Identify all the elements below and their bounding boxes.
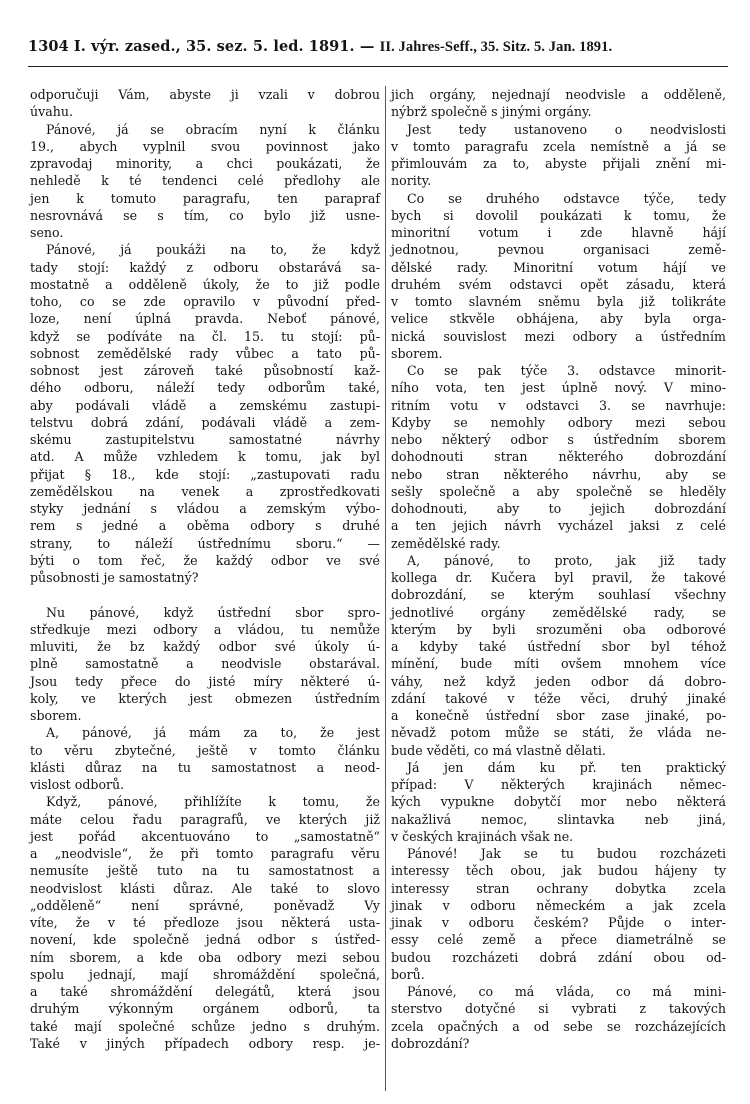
text-line: spolu jednají, mají shromáždění společná, <box>30 966 380 982</box>
text-line: mínění, bude míti ovšem mnohem více <box>391 656 726 672</box>
text-line: jest pořád akcentuováno to „samostatně“ <box>30 828 380 844</box>
text-line: seno. <box>30 225 64 240</box>
text-line: Co se pak týče 3. odstavce minorit- <box>407 363 726 378</box>
page-header <box>28 38 728 56</box>
text-line: to věru zbytečné, ještě v tomto článku <box>30 742 380 758</box>
header-rule <box>28 66 728 67</box>
text-line: interessy těch obou, jak budou hájeny ty <box>391 863 726 879</box>
text-line: ního vota, ten jest úplně nový. V mino- <box>391 380 726 396</box>
text-line: Kdyby se nemohly odbory mezi sebou <box>391 414 726 430</box>
text-line: v tomto slavném sněmu byla již tolikráte <box>391 294 726 309</box>
text-line: nakažlivá nemoc, slintavka neb jiná, <box>391 811 726 827</box>
text-line: A, pánové, já mám za to, že jest <box>46 725 380 741</box>
text-line: v tomto paragrafu zcela nemístně a já se <box>391 138 726 154</box>
text-line: a „neodvisle“, že při tomto paragrafu věru <box>30 846 380 861</box>
text-line: interessy stran ochrany dobytka zcela <box>391 880 726 896</box>
text-line: nická souvislost mezi odbory a ústředním <box>391 328 726 344</box>
text-line: víte, že v té předloze jsou některá usta- <box>30 915 380 930</box>
text-line: něvadž potom může se státi, že vláda ne- <box>391 725 726 741</box>
text-line: a kdyby také ústřední sbor byl téhož <box>391 639 726 654</box>
text-line: nýbrž společně s jinými orgány. <box>391 104 592 120</box>
text-line: jen k tomuto paragrafu, ten parapraf <box>30 190 380 206</box>
text-line: Jsou tedy přece do jisté míry některé ú- <box>30 673 380 689</box>
text-line: toho, co se zde opravilo v původní před- <box>30 294 380 309</box>
text-line: jednotlivé orgány zemědělské rady, se <box>391 604 726 620</box>
text-line: bude věděti, co má vlastně dělati. <box>391 742 606 758</box>
text-line: aby podávali vládě a zemskému zastupi- <box>30 397 380 413</box>
text-line: telstvu dobrá zdání, podávali vládě a zem- <box>30 414 380 430</box>
text-line: druhým výkonným orgánem odborů, ta <box>30 1001 380 1017</box>
text-line: sobnost zemědělské rady vůbec a tato pů- <box>30 345 380 361</box>
text-line: 19., abych vyplnil svou povinnost jako <box>30 138 380 154</box>
text-line: Pánové, co má vláda, co má mini- <box>407 984 726 999</box>
text-line: také mají společné schůze jedno s druhým. <box>30 1018 380 1034</box>
text-line: novení, kde společně jedná odbor s ústřed- <box>30 932 380 948</box>
text-line: Jest tedy ustanoveno o neodvislosti <box>407 121 726 137</box>
text-line: nority. <box>391 173 432 189</box>
text-line: přimlouvám za to, abyste přijali znění mi- <box>391 156 726 171</box>
text-line: jednotnou, pevnou organisaci země- <box>391 242 726 258</box>
left-text-column <box>30 86 380 1052</box>
text-line: plně samostatně a neodvisle obstarával. <box>30 656 380 672</box>
text-line: sborem. <box>30 708 82 723</box>
text-line: středkuje mezi odbory a vládou, tu nemůže <box>30 621 380 637</box>
text-line: působnosti je samostatný? <box>30 570 199 585</box>
sitting-title-czech: I. výr. zased., 35. sez. 5. led. 1891. — <box>73 38 375 55</box>
text-line: dobrozdání, se kterým souhlasí všechny <box>391 587 726 603</box>
text-line: mluviti, že bz každý odbor své úkoly ú- <box>30 639 380 654</box>
text-line: nesrovnává se s tím, co bylo již usne- <box>30 207 380 223</box>
text-line: Také v jiných případech odbory resp. je- <box>30 1035 380 1051</box>
column-separator <box>385 86 386 1091</box>
text-line: skému zastupitelstvu samostatné návrhy <box>30 432 380 447</box>
text-line: strany, to náleží ústřednímu sboru.“ — <box>30 535 380 551</box>
page-number: 1304 <box>28 38 69 55</box>
text-line: ritním votu v odstavci 3. se navrhuje: <box>391 397 726 413</box>
text-line: Pánové, já se obracím nyní k článku <box>46 121 380 137</box>
text-line: případ: V některých krajinách němec- <box>391 777 726 792</box>
text-line: dělské rady. Minoritní votum hájí ve <box>391 259 726 275</box>
text-line: minoritní votum i zde hlavně hájí <box>391 225 726 240</box>
text-line: v českých krajinách však ne. <box>391 828 574 844</box>
text-line: Já jen dám ku př. ten praktický <box>407 759 726 775</box>
text-line: neodvislost klásti důraz. Ale také to slovo <box>30 880 380 896</box>
text-line: budou rozcházeti dobrá zdání obou od- <box>391 949 726 965</box>
text-line: druhém svém odstavci opět zásadu, která <box>391 276 726 292</box>
text-line: jinak v odboru českém? Půjde o inter- <box>391 915 726 930</box>
text-line: essy celé země a přece diametrálně se <box>391 932 726 948</box>
text-line: atd. A může vzhledem k tomu, jak byl <box>30 449 380 465</box>
text-line: a konečně ústřední sbor zase jinaké, po- <box>391 708 726 723</box>
text-line: „odděleně“ není správné, poněvadž Vy <box>30 897 380 913</box>
text-line: jich orgány, nejednají neodvisle a odděleně, <box>391 87 726 102</box>
text-line: Co se druhého odstavce týče, tedy <box>407 190 726 206</box>
text-line: váhy, než když jeden odbor dá dobro- <box>391 673 726 689</box>
text-line: borů. <box>391 966 425 982</box>
text-line: úvahu. <box>30 104 73 120</box>
text-line: zpravodaj minority, a chci poukázati, že <box>30 156 380 171</box>
sitting-title-german: II. Jahres-Seff., 35. Sitz. 5. Jan. 1891. <box>379 39 613 55</box>
text-line: Pánové! Jak se tu budou rozcházeti <box>407 846 726 861</box>
text-line: kých vypukne dobytčí mor nebo některá <box>391 794 726 810</box>
text-line: klásti důraz na tu samostatnost a neod- <box>30 759 380 775</box>
text-line: sterstvo dotyčné si vybrati z takových <box>391 1001 726 1017</box>
text-line: nebo stran některého návrhu, aby se <box>391 466 726 482</box>
text-line: a také shromáždění delegátů, která jsou <box>30 984 380 999</box>
text-line: styky jednání s vládou a zemským výbo- <box>30 501 380 516</box>
text-line: Pánové, já poukáži na to, že když <box>46 242 380 258</box>
text-line: kterým by byli srozuměni oba odborové <box>391 621 726 637</box>
text-line: nebo některý odbor s ústředním sborem <box>391 432 726 447</box>
text-line: dohodnouti, aby to jejich dobrozdání <box>391 501 726 516</box>
text-line: ním sborem, a kde oba odbory mezi sebou <box>30 949 380 965</box>
text-line: zdání takové v téže věci, druhý jinaké <box>391 690 726 706</box>
text-line: sborem. <box>391 345 443 361</box>
text-line: zcela opačných a od sebe se rozcházejících <box>391 1018 726 1034</box>
text-line: mostatně a odděleně úkoly, že to již podle <box>30 276 380 292</box>
text-line: dohodnouti stran některého dobrozdání <box>391 449 726 465</box>
text-line: zemědělskou na venek a zprostředkovati <box>30 483 380 499</box>
text-line: nehledě k té tendenci celé předlohy ale <box>30 173 380 189</box>
text-line: tady stojí: každý z odboru obstarává sa- <box>30 259 380 275</box>
text-line: když se podíváte na čl. 15. tu stojí: pů- <box>30 328 380 344</box>
text-line: sešly společně a aby společně se hleděly <box>391 483 726 499</box>
text-line: velice stkvěle obhájena, aby byla orga- <box>391 311 726 327</box>
paragraph-gap <box>30 586 380 603</box>
text-line: býti o tom řeč, že každý odbor ve své <box>30 552 380 568</box>
right-text-column <box>391 86 726 1052</box>
text-line: A, pánové, to proto, jak již tady <box>407 552 726 568</box>
text-line: bych si dovolil poukázati k tomu, že <box>391 207 726 223</box>
text-line: Když, pánové, přihlížíte k tomu, že <box>46 794 380 810</box>
text-line: sobnost jest zároveň také působností kaž- <box>30 363 380 378</box>
text-line: loze, není úplná pravda. Neboť pánové, <box>30 311 380 327</box>
text-line: zemědělské rady. <box>391 535 501 551</box>
text-line: Nu pánové, když ústřední sbor spro- <box>46 604 380 620</box>
text-line: vislost odborů. <box>30 777 125 792</box>
text-line: odporučuji Vám, abyste ji vzali v dobrou <box>30 87 380 102</box>
text-line: jinak v odboru německém a jak zcela <box>391 897 726 913</box>
text-line: přijat § 18., kde stojí: „zastupovati radu <box>30 466 380 482</box>
text-line: dobrozdání? <box>391 1035 470 1051</box>
text-line: máte celou řadu paragrafů, ve kterých již <box>30 811 380 827</box>
text-line: nemusíte ještě tuto na tu samostatnost a <box>30 863 380 879</box>
text-line: koly, ve kterých jest obmezen ústředním <box>30 690 380 706</box>
text-line: rem s jedné a oběma odbory s druhé <box>30 518 380 534</box>
text-line: kollega dr. Kučera byl pravil, že takové <box>391 570 726 585</box>
text-line: dého odboru, náleží tedy odborům také, <box>30 380 380 396</box>
text-line: a ten jejich návrh vycházel jaksi z celé <box>391 518 726 534</box>
